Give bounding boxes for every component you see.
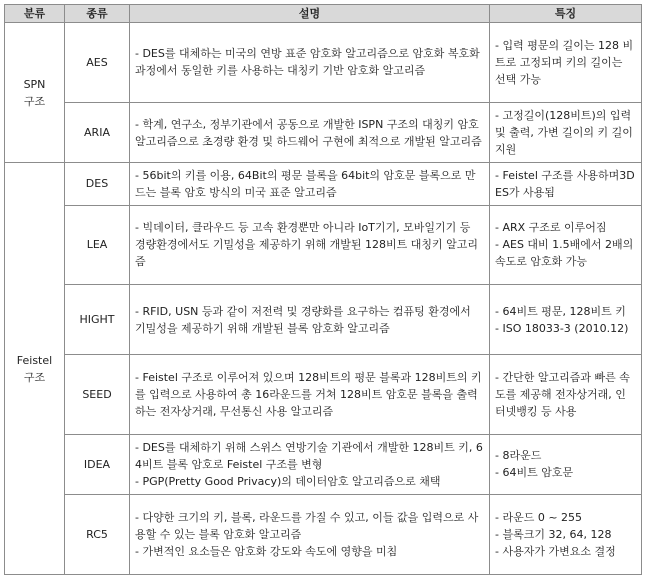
feature-cell: [490, 205, 642, 285]
category-cell: SPN 구조: [5, 23, 65, 163]
table-body: [5, 23, 642, 575]
description-line: - 가변적인 요소들은 암호화 강도와 속도에 영향을 미침: [135, 544, 398, 558]
algorithm-name: SEED: [65, 354, 130, 434]
table-row: [5, 163, 642, 205]
header-row: [5, 5, 642, 23]
table-row: [5, 205, 642, 285]
header-feature: 특징: [490, 5, 642, 23]
feature-line: - 64비트 암호문: [495, 466, 574, 480]
header-category: 분류: [5, 5, 65, 23]
feature-cell: [490, 354, 642, 434]
description-cell: [130, 205, 490, 285]
description-line: - 빅데이터, 클라우드 등 고속 환경뿐만 아니라 IoT기기, 모바일기기 등 경량환경에서도 기밀성을 제공하기 위해 개발된 128비트 대칭키 알고리즘: [135, 221, 478, 269]
description-line: - RFID, USN 등과 같이 저전력 및 경량화를 요구하는 컴퓨팅 환경에서 기밀성을 제공하기 위해 개발된 블록 암호화 알고리즘: [135, 304, 471, 335]
algorithm-name: LEA: [65, 205, 130, 285]
description-line: - 다양한 크기의 키, 블록, 라운드를 가질 수 있고, 이들 값을 입력으로 사용할 수 있는 블록 암호화 알고리즘: [135, 510, 479, 541]
feature-line: - AES 대비 1.5배에서 2배의속도로 암호화 가능: [495, 238, 634, 269]
feature-line: - ARX 구조로 이루어짐: [495, 221, 607, 235]
feature-cell: [490, 434, 642, 494]
algorithm-name: RC5: [65, 494, 130, 574]
description-cell: [130, 354, 490, 434]
feature-cell: [490, 494, 642, 574]
algorithm-name: AES: [65, 23, 130, 103]
description-cell: [130, 285, 490, 354]
feature-line: - 사용자가 가변요소 결정: [495, 544, 616, 558]
feature-line: - 고정길이(128비트)의 입력 및 출력, 가변 길이의 키 길이 지원: [495, 109, 633, 157]
algorithm-name: DES: [65, 163, 130, 205]
feature-line: - 64비트 평문, 128비트 키: [495, 304, 626, 318]
header-description: 설명: [130, 5, 490, 23]
algorithm-name: HIGHT: [65, 285, 130, 354]
algorithm-name: ARIA: [65, 102, 130, 162]
algorithm-name: IDEA: [65, 434, 130, 494]
table-row: [5, 354, 642, 434]
feature-line: - 라운드 0 ~ 255: [495, 510, 583, 524]
description-cell: [130, 102, 490, 162]
description-line: - PGP(Pretty Good Privacy)의 데이터암호 알고리즘으로 채택: [135, 474, 441, 488]
feature-cell: [490, 285, 642, 354]
description-line: - 56bit의 키를 이용, 64Bit의 평문 블록을 64bit의 암호문 블록으로 만드는 블록 암호 방식의 미국 표준 알고리즘: [135, 168, 476, 199]
header-kind: 종류: [65, 5, 130, 23]
feature-cell: [490, 163, 642, 205]
feature-line: - 8라운드: [495, 449, 542, 463]
table-row: [5, 494, 642, 574]
description-cell: [130, 494, 490, 574]
description-line: - Feistel 구조로 이루어져 있으며 128비트의 평문 블록과 128비트의 키를 입력으로 사용하여 총 16라운드를 거쳐 128비트 암호문 블록을 출력하는 전자상거래, 무선통신 사용 알고리즘: [135, 370, 482, 418]
category-cell: Feistel 구조: [5, 163, 65, 575]
description-line: - DES를 대체하기 위해 스위스 연방기술 기관에서 개발한 128비트 키, 64비트 블록 암호로 Feistel 구조를 변형: [135, 440, 483, 471]
table-row: [5, 23, 642, 103]
description-cell: [130, 434, 490, 494]
description-line: - DES를 대체하는 미국의 연방 표준 암호화 알고리즘으로 암호화 복호화 과정에서 동일한 키를 사용하는 대칭키 기반 암호화 알고리즘: [135, 47, 480, 78]
cipher-comparison-table: [4, 4, 642, 575]
table-row: [5, 434, 642, 494]
table-row: [5, 285, 642, 354]
feature-cell: [490, 23, 642, 103]
feature-line: - ISO 18033-3 (2010.12): [495, 321, 629, 335]
feature-line: - Feistel 구조를 사용하며3DES가 사용됨: [495, 168, 635, 199]
feature-line: - 간단한 알고리즘과 빠른 속도를 제공해 전자상거래, 인터넷뱅킹 등 사용: [495, 370, 630, 418]
feature-line: - 블록크기 32, 64, 128: [495, 527, 612, 541]
description-cell: [130, 163, 490, 205]
feature-cell: [490, 102, 642, 162]
table-row: [5, 102, 642, 162]
feature-line: - 입력 평문의 길이는 128 비트로 고정되며 키의 길이는 선택 가능: [495, 38, 634, 86]
description-cell: [130, 23, 490, 103]
description-line: - 학계, 연구소, 정부기관에서 공동으로 개발한 ISPN 구조의 대칭키 암호 알고리즘으로 초경량 환경 및 하드웨어 구현에 최적으로 개발된 알고리즘: [135, 117, 482, 148]
